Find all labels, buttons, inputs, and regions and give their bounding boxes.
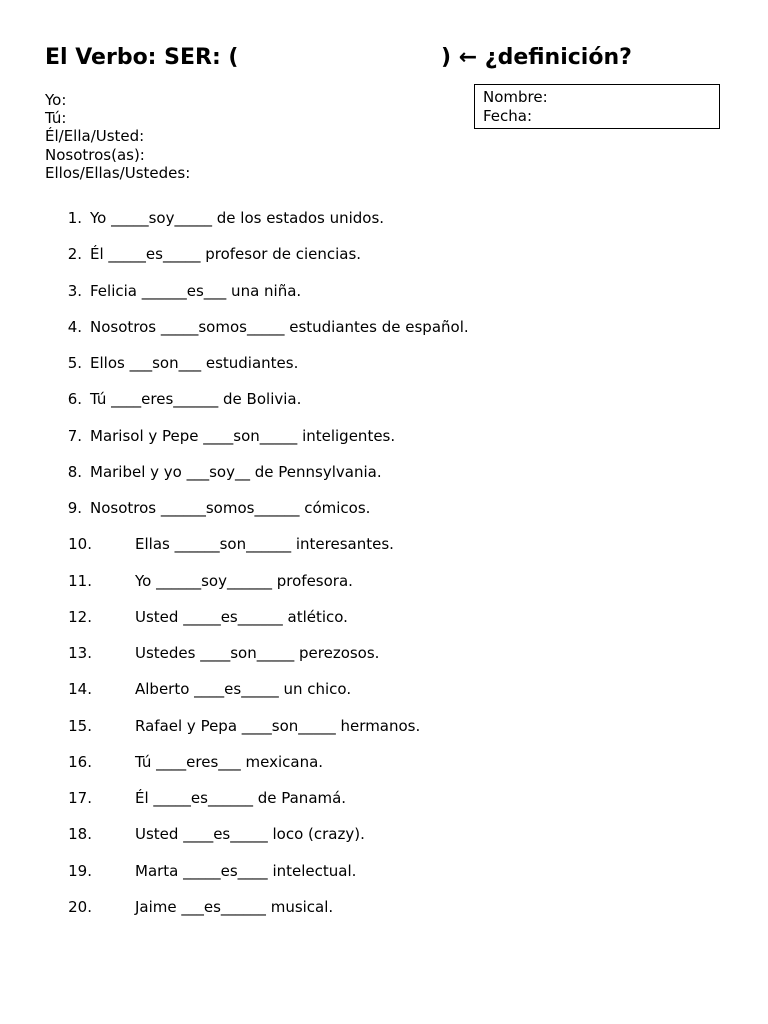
sentence-number: 6. xyxy=(67,390,82,409)
pronoun-yo: Yo: xyxy=(45,91,67,109)
sentence-number: 16. xyxy=(68,752,92,771)
sentence-text: Tú ____eres___ mexicana. xyxy=(135,752,324,771)
sentence-number: 11. xyxy=(68,571,92,590)
sentence-text: Marta _____es____ intelectual. xyxy=(135,861,357,880)
sentence-number: 2. xyxy=(67,245,82,264)
pronoun-ellos-ellas-ustedes: Ellos/Ellas/Ustedes: xyxy=(45,163,191,182)
sentence-number: 10. xyxy=(68,535,92,554)
sentence-number: 5. xyxy=(67,354,82,372)
sentence-text: Felicia ______es___ una niña. xyxy=(90,281,302,300)
sentence-number: 19. xyxy=(68,861,92,880)
sentence-text: Él _____es______ de Panamá. xyxy=(135,789,347,807)
sentence-text: Jaime ___es______ musical. xyxy=(135,897,334,916)
sentence-number: 12. xyxy=(68,607,92,626)
sentence-number: 15. xyxy=(68,716,92,735)
definition-prompt: ) ← ¿definición? xyxy=(441,45,632,70)
sentence-number: 1. xyxy=(67,209,82,227)
sentence-number: 17. xyxy=(68,789,92,807)
sentence-number: 18. xyxy=(68,825,92,844)
pronoun-tu: Tú: xyxy=(45,109,67,128)
sentence-text: Rafael y Pepa ____son_____ hermanos. xyxy=(135,716,421,735)
sentence-text: Ellos ___son___ estudiantes. xyxy=(90,354,299,372)
sentence-number: 14. xyxy=(68,680,92,699)
pronoun-list xyxy=(45,91,190,182)
pronoun-nosotros: Nosotros(as): xyxy=(45,145,145,164)
nombre-label: Nombre: xyxy=(483,88,548,106)
sentence-text: Nosotros ______somos______ cómicos. xyxy=(90,499,371,517)
sentence-number: 13. xyxy=(68,644,92,662)
sentence-text: Tú ____eres______ de Bolivia. xyxy=(90,390,302,409)
fecha-label: Fecha: xyxy=(483,106,533,125)
sentence-text: Ustedes ____son_____ perezosos. xyxy=(135,644,380,662)
sentence-text: Nosotros _____somos_____ estudiantes de español. xyxy=(90,317,469,336)
sentence-number: 8. xyxy=(67,462,82,481)
sentence-number: 9. xyxy=(67,499,82,517)
pronoun-el-ella-usted: Él/Ella/Usted: xyxy=(45,127,145,146)
page-title: El Verbo: SER: ( xyxy=(45,45,239,70)
sentence-text: Él _____es_____ profesor de ciencias. xyxy=(90,245,362,264)
sentence-number: 7. xyxy=(67,426,82,445)
sentence-text: Alberto ____es_____ un chico. xyxy=(135,680,352,699)
sentence-number: 4. xyxy=(67,317,82,336)
sentence-text: Usted _____es______ atlético. xyxy=(135,607,348,626)
name-date-box xyxy=(474,84,720,129)
sentence-text: Ellas ______son______ interesantes. xyxy=(135,535,394,554)
sentence-number: 3. xyxy=(67,281,82,300)
sentence-number: 20. xyxy=(68,897,92,916)
sentence-text: Marisol y Pepe ____son_____ inteligentes. xyxy=(90,426,396,445)
sentence-text: Usted ____es_____ loco (crazy). xyxy=(135,825,365,844)
sentence-text: Yo _____soy_____ de los estados unidos. xyxy=(90,209,385,227)
sentence-text: Maribel y yo ___soy__ de Pennsylvania. xyxy=(90,462,382,481)
sentence-text: Yo ______soy______ profesora. xyxy=(135,571,353,590)
